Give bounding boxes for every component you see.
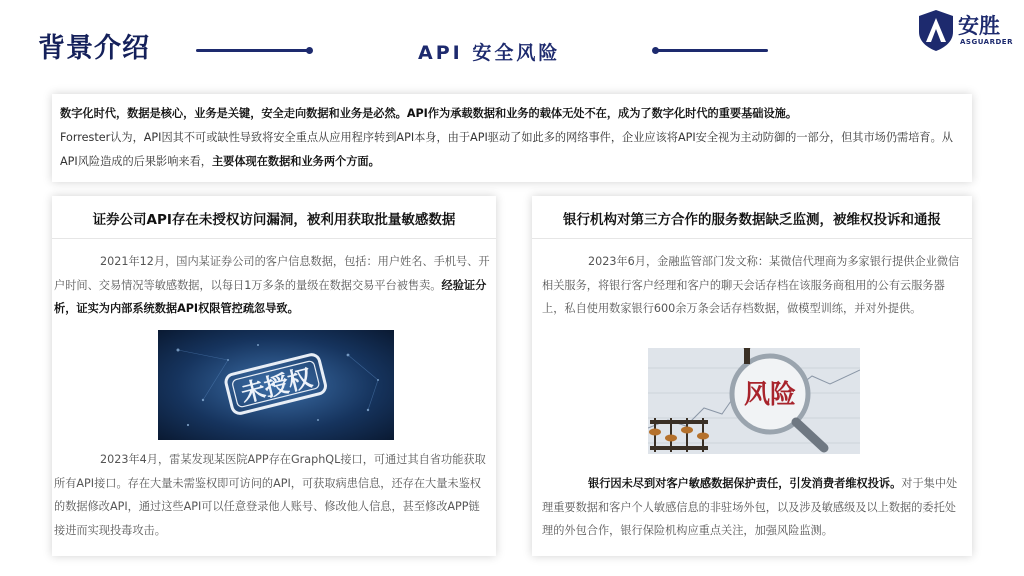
title-dot-left [306,47,313,54]
unauthorized-stamp-image [158,330,394,440]
intro-text [60,102,966,174]
bank-case-card [532,196,972,556]
title-rule-right [656,49,768,52]
case-paragraph-2: 2023年4月，雷某发现某医院APP存在GraphQL接口，可通过其自省功能获取所有API接口。存在大量未需鉴权即可访问的API，可获取病患信息，还存在大量未鉴权的数据修改API，通过这些API可以任意登录他人账号、修改他人信息，甚至修改APP链接进而实现投毒攻击。 [54,453,486,537]
divider [532,238,972,239]
divider [52,238,496,239]
case-paragraph-1: 2023年6月，金融监管部门发文称：某微信代理商为多家银行提供企业微信相关服务，将银行客户经理和客户的聊天会话存档在该服务商租用的公有云服务器上，私自使用数家银行600余万条会话存档数据，做模型训练，并对外提供。 [542,255,960,315]
shield-a-icon [916,8,956,52]
card-title: 证券公司API存在未授权访问漏洞，被利用获取批量敏感数据 [92,212,456,228]
title-rule-left [196,49,310,52]
brand-logo [916,8,956,52]
case-paragraph-2: 银行因未尽到对客户敏感数据保护责任，引发消费者维权投诉。对于集中处理重要数据和客户个人敏感信息的非驻场外包，以及涉及敏感级及以上数据的委托处理的外包合作，银行保险机构应重点关注，加强风险监测。 [542,477,958,537]
intro-card [52,94,972,182]
logo-text: 安胜 [958,14,1000,38]
section-subtitle: API 安全风险 [418,42,561,64]
risk-text: 风险 [743,380,796,410]
card-title: 银行机构对第三方合作的服务数据缺乏监测，被维权投诉和通报 [563,212,941,228]
securities-case-card [52,196,496,556]
intro-line-1: 数字化时代，数据是核心，业务是关键，安全走向数据和业务是必然。API作为承载数据和业务的载体无处不在，成为了数字化时代的重要基础设施。 [60,107,798,120]
case-paragraph-1: 2021年12月，国内某证券公司的客户信息数据，包括：用户姓名、手机号、开户时间、交易情况等敏感数据，以每日1万多条的量级在数据交易平台被售卖。经验证分析，证实为内部系统数据API权限管控疏忽导致。 [54,255,490,315]
risk-magnifier-image [648,348,860,454]
stamp-text: 未授权 [238,363,315,409]
page-title: 背景介绍 [38,33,150,64]
intro-line-2: Forrester认为，API因其不可或缺性导致将安全重点从应用程序转到API本身，由于API驱动了如此多的网络事件，企业应该将API安全视为主动防御的一部分，但其市场仍需培育。从API风险造成的后果影响来看，主要体现在数据和业务两个方面。 [60,131,953,168]
logo-subtext: ASGUARDER [960,38,1013,46]
